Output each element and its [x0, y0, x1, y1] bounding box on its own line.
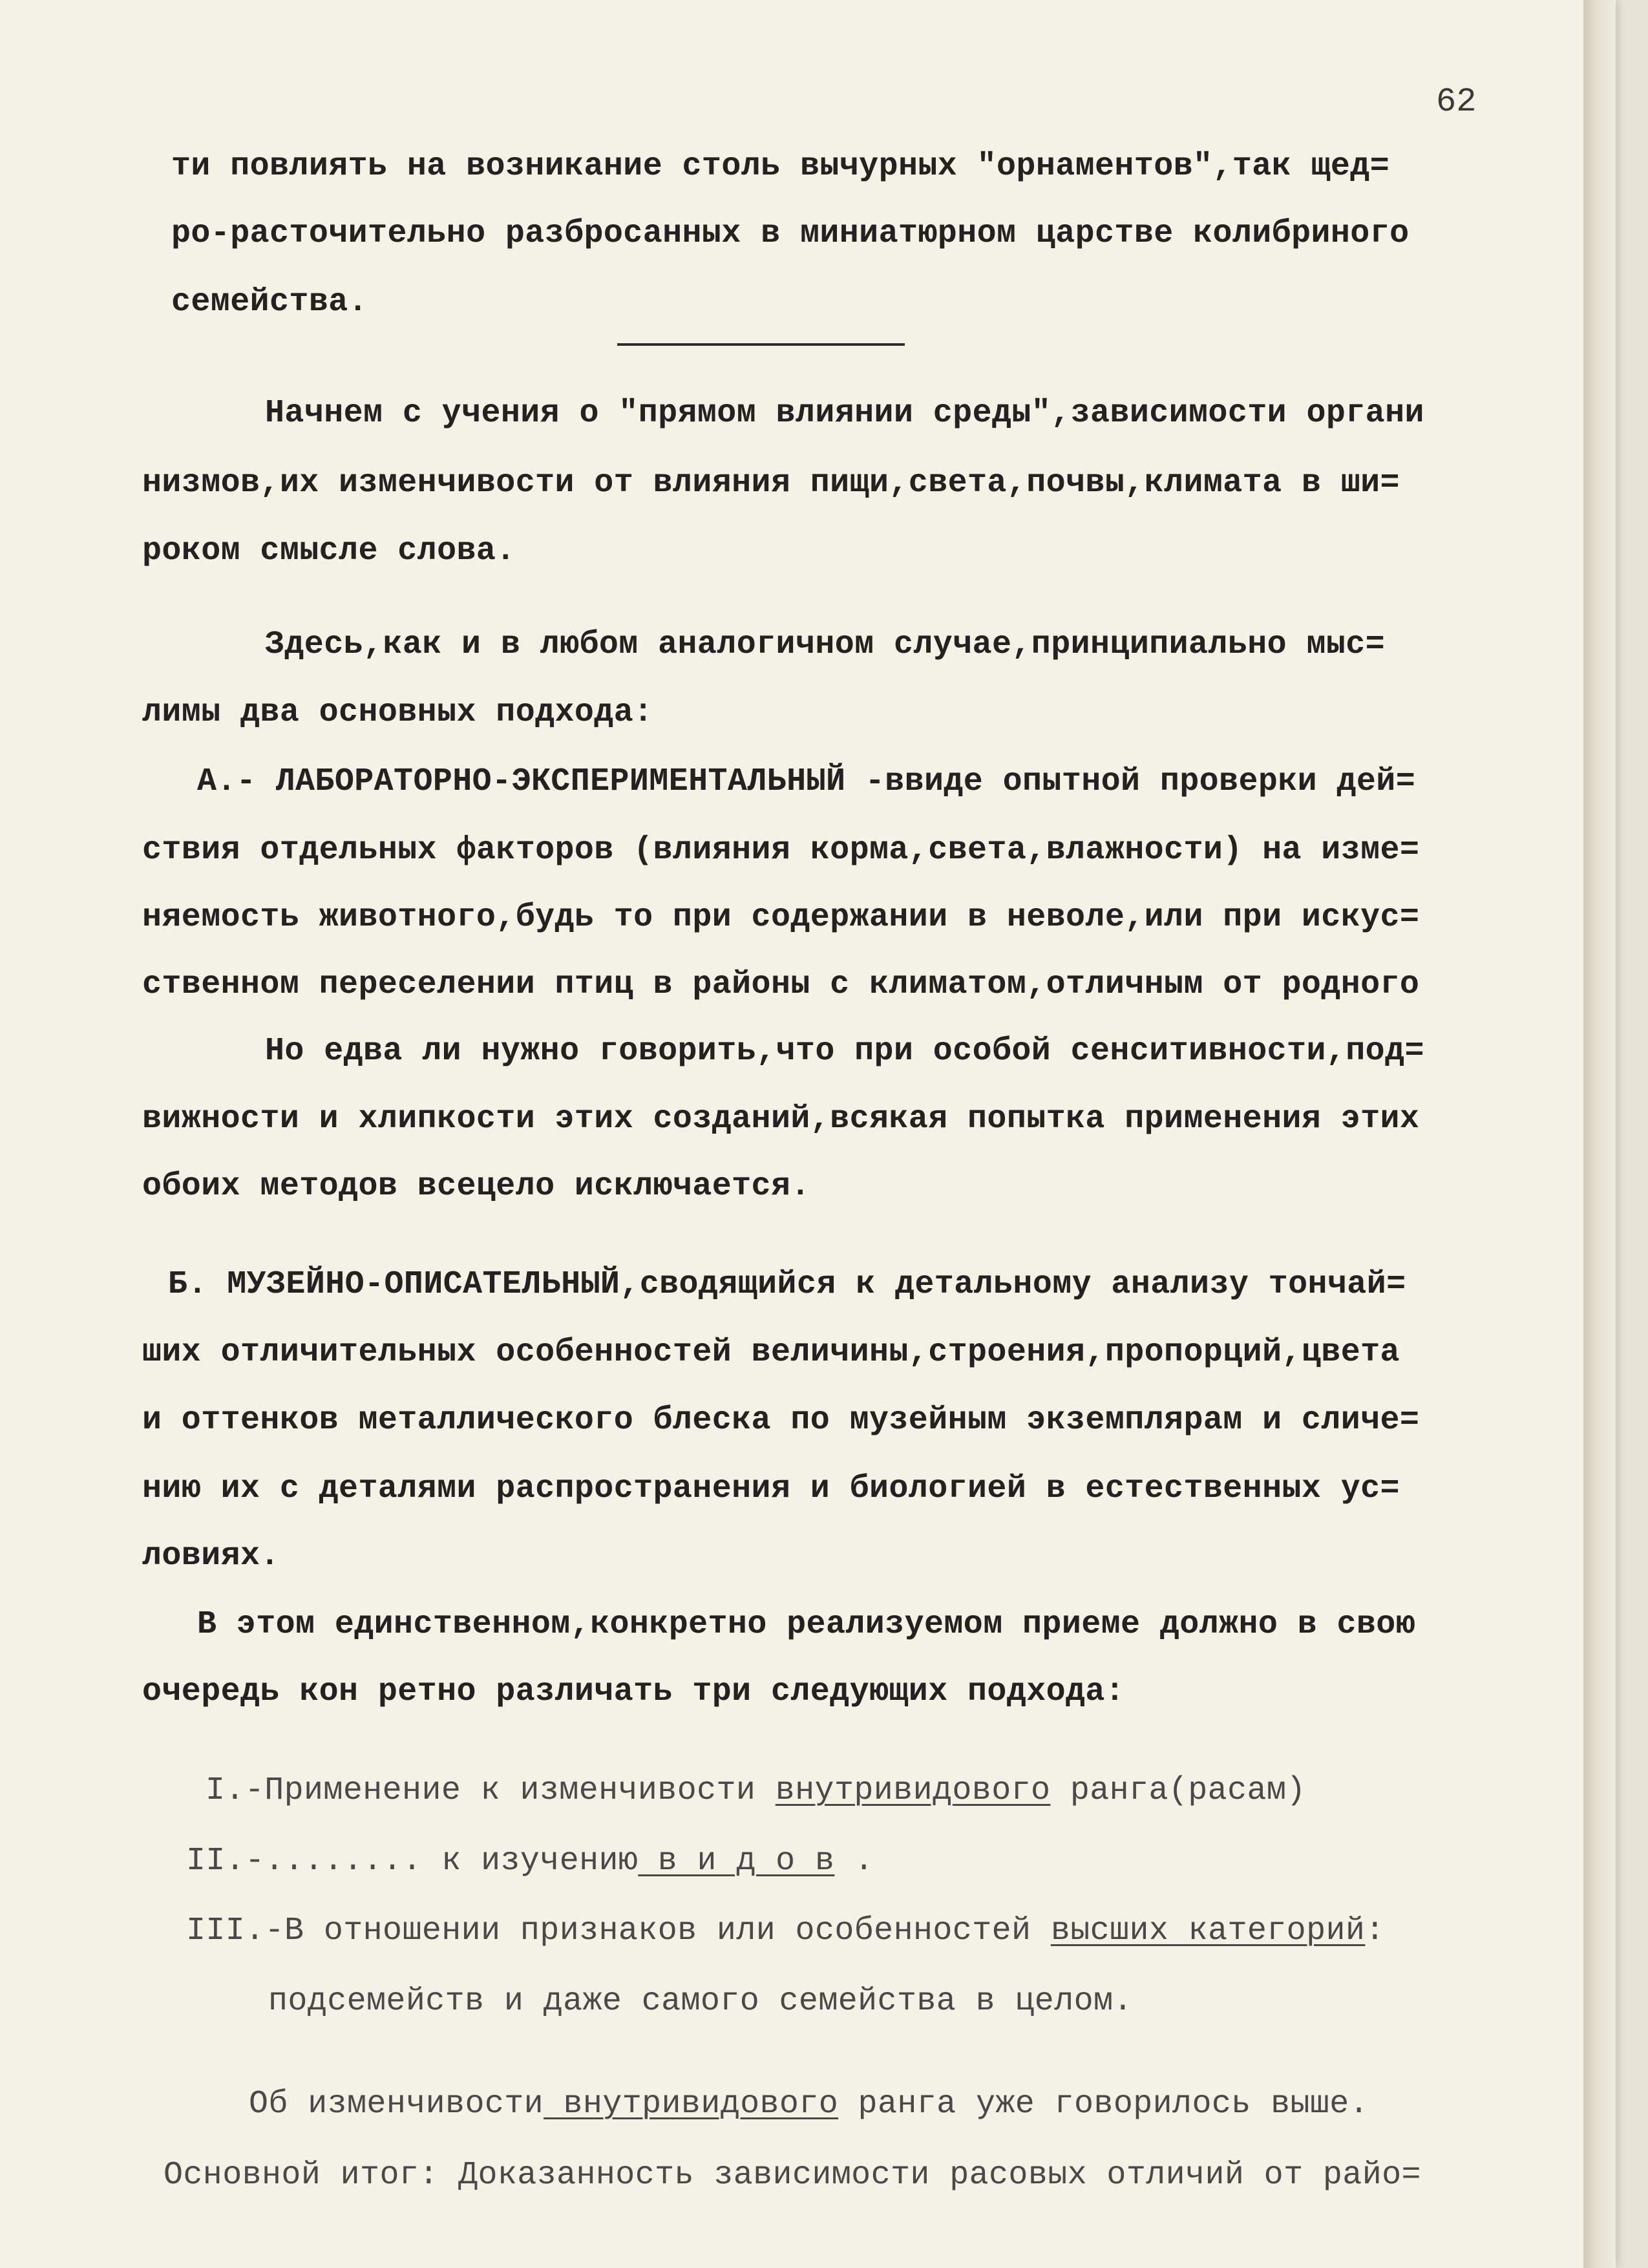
text-line: А.- ЛАБОРАТОРНО-ЭКСПЕРИМЕНТАЛЬНЫЙ -ввиде опытной проверки дей= [197, 763, 1416, 800]
list-item-1 [206, 1772, 1306, 1810]
list-item-text: II.-........ к изучению [186, 1843, 639, 1880]
text-line: очередь кон ретно различать три следующих подхода: [142, 1673, 1125, 1710]
section-divider [617, 343, 905, 346]
text-line: ствия отдельных факторов (влияния корма,света,влажности) на изме= [142, 832, 1420, 869]
text-line: ственном переселении птиц в районы с климатом,отличным от родного [142, 966, 1420, 1003]
text-line: лимы два основных подхода: [142, 694, 653, 731]
final-line-1 [249, 2085, 1369, 2124]
list-item-3-continuation: подсемейств и даже самого семейства в целом. [268, 1983, 1133, 2020]
underlined-term: высших категорий [1050, 1913, 1366, 1949]
text-line: Здесь,как и в любом аналогичном случае,принципиально мыс= [265, 626, 1386, 663]
list-item-2 [186, 1842, 874, 1881]
paper-edge [1583, 0, 1616, 2268]
list-item-text: ранга(расам) [1050, 1772, 1306, 1809]
text-line: ти повлиять на возникание столь вычурных "орнаментов",так щед= [171, 148, 1390, 185]
text-line: ро-расточительно разбросанных в миниатюрном царстве колибриного [171, 215, 1410, 252]
text-line: нию их с деталями распространения и биологией в естественных ус= [142, 1470, 1400, 1507]
text-line: Б. МУЗЕЙНО-ОПИСАТЕЛЬНЫЙ,сводящийся к детальному анализу тончай= [168, 1266, 1406, 1303]
list-item-text: III.-В отношении признаков или особенностей [186, 1913, 1051, 1949]
text-line: В этом единственном,конкретно реализуемом приеме должно в свою [197, 1606, 1416, 1643]
text-line: низмов,их изменчивости от влияния пищи,света,почвы,климата в ши= [142, 465, 1400, 502]
text-line: няемость животного,будь то при содержании в неволе,или при искус= [142, 899, 1420, 936]
list-item-text: : [1365, 1913, 1385, 1949]
underlined-term: в и д о в [638, 1843, 835, 1880]
text-line: Начнем с учения о "прямом влиянии среды",зависимости органи [265, 395, 1424, 432]
list-item-text: . [834, 1843, 874, 1880]
list-item-3 [186, 1912, 1385, 1951]
text-line: вижности и хлипкости этих созданий,всякая попытка применения этих [142, 1101, 1420, 1138]
text-line: ших отличительных особенностей величины,строения,пропорций,цвета [142, 1334, 1400, 1371]
text-line: семейства. [171, 284, 368, 321]
list-item-text: I.-Применение к изменчивости [206, 1772, 776, 1809]
underlined-term: внутривидового [544, 2086, 839, 2123]
text-line: ловиях. [142, 1538, 280, 1574]
text-segment: ранга уже говорилось выше. [838, 2086, 1369, 2123]
final-line-2: Основной итог: Доказанность зависимости расовых отличий от райо= [164, 2157, 1421, 2194]
text-line: роком смысле слова. [142, 533, 516, 569]
text-line: обоих методов всецело исключается. [142, 1168, 810, 1205]
underlined-term: внутривидового [775, 1772, 1051, 1809]
text-segment: Об изменчивости [249, 2086, 544, 2123]
page-number: 62 [1436, 83, 1477, 121]
text-line: Но едва ли нужно говорить,что при особой сенситивности,под= [265, 1033, 1424, 1070]
text-line: и оттенков металлического блеска по музейным экземплярам и сличе= [142, 1402, 1420, 1439]
